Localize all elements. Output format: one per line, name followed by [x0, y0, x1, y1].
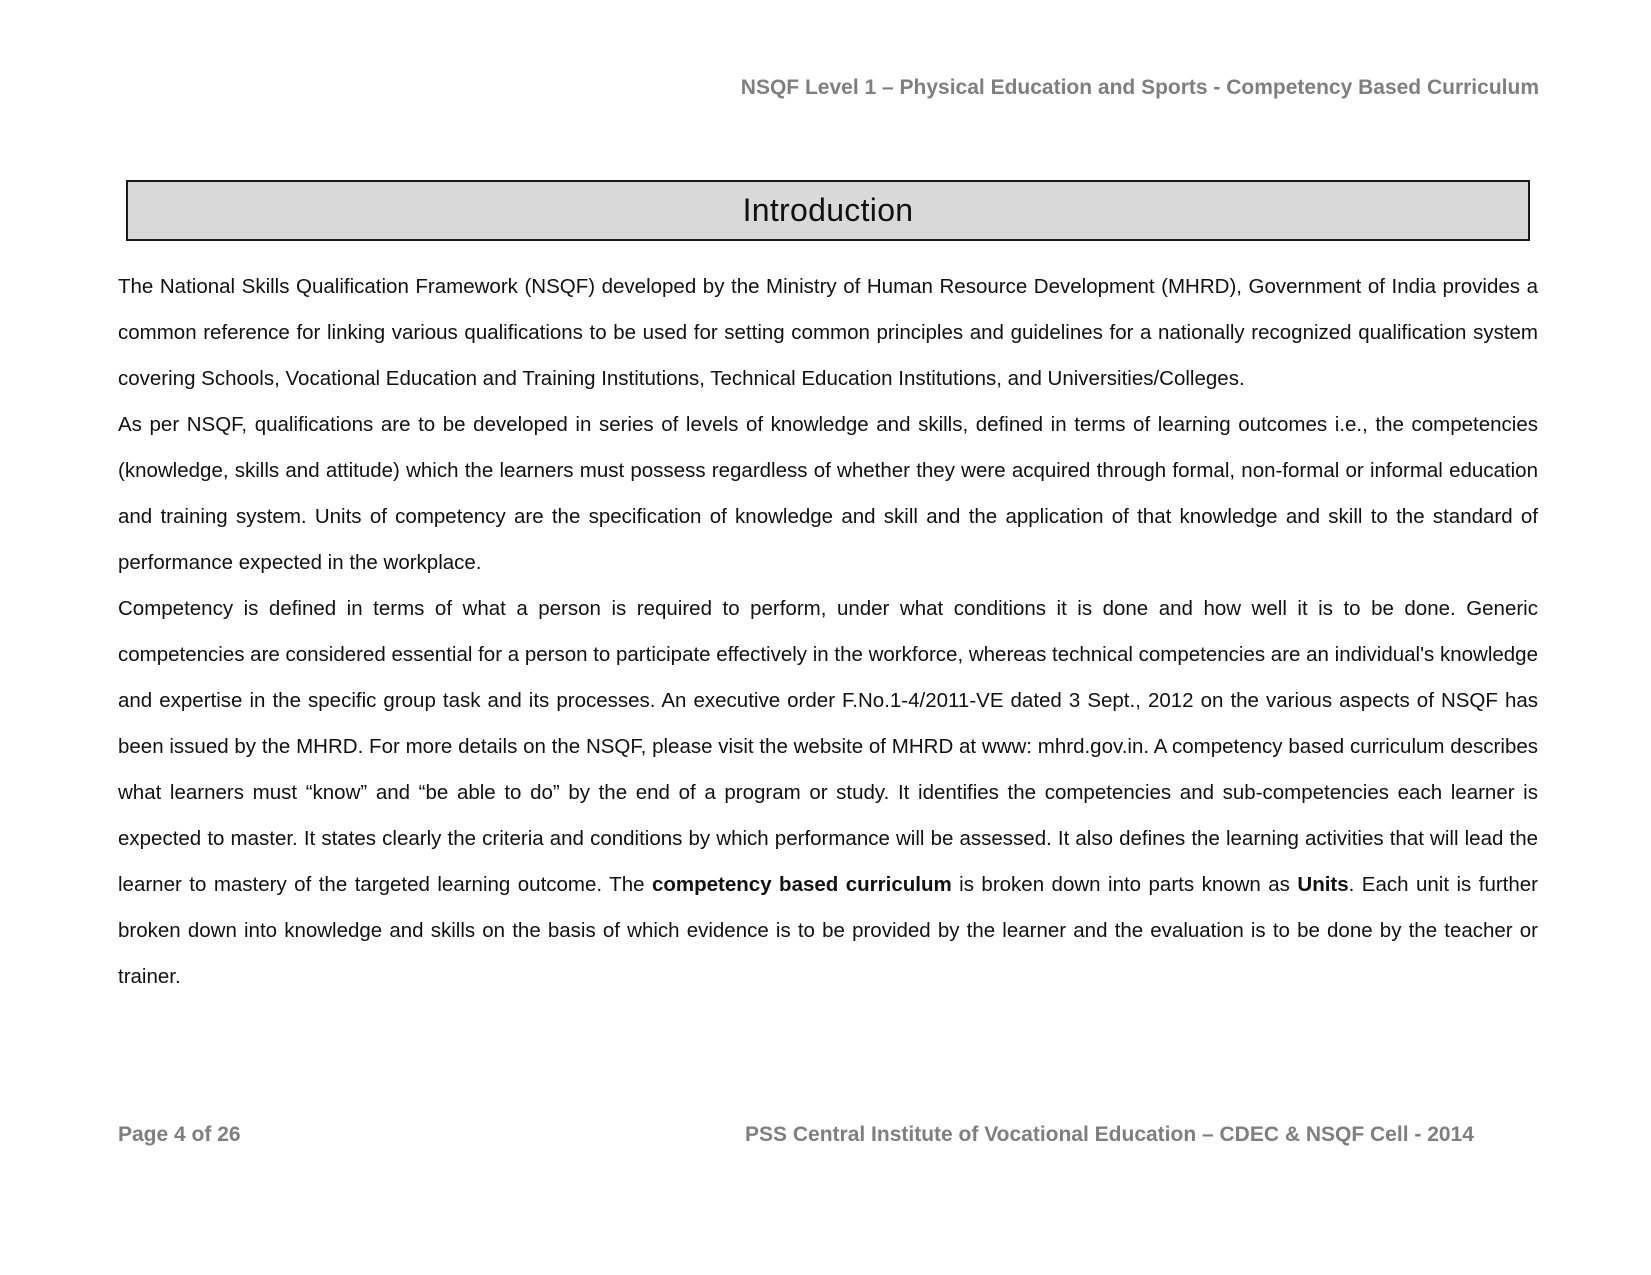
bold-term-competency-based-curriculum: competency based curriculum: [651, 873, 952, 896]
section-title-box: [126, 180, 1530, 241]
page-number: Page 4 of 26: [118, 1123, 241, 1146]
paragraph-3: [118, 586, 1538, 1000]
section-title: Introduction: [742, 192, 914, 228]
paragraph-3-text: Competency is defined in terms of what a person is required to perform, under what conditions it is done and how well it is to be done. Generic competencies are considered essential for a person to participate effectively in the workforce, whereas technical competencies are an individual's knowledge and expertise in the specific group task and its processes. An executive order F.No.1-4/2011-VE dated 3 Sept., 2012 on the various aspects of NSQF has been issued by the MHRD. For more details on the NSQF, please visit the website of MHRD at www: mhrd.gov.in. A competency based curriculum describes what learners must “know” and “be able to do” by the end of a program or study. It identifies the competencies and sub-competencies each learner is expected to master. It states clearly the criteria and conditions by which performance will be assessed. It also defines the learning activities that will lead the learner to mastery of the targeted learning outcome. The: [118, 597, 1538, 896]
bold-term-units: Units: [1297, 873, 1349, 896]
body-text: [118, 264, 1538, 1000]
footer-institution: PSS Central Institute of Vocational Education – CDEC & NSQF Cell - 2014: [745, 1123, 1474, 1146]
paragraph-2: As per NSQF, qualifications are to be developed in series of levels of knowledge and skills, defined in terms of learning outcomes i.e., the competencies (knowledge, skills and attitude) which the learners must possess regardless of whether they were acquired through formal, non-formal or informal education and training system. Units of competency are the specification of knowledge and skill and the application of that knowledge and skill to the standard of performance expected in the workplace.: [118, 413, 1538, 574]
running-header: NSQF Level 1 – Physical Education and Sports - Competency Based Curriculum: [740, 76, 1539, 99]
paragraph-3-text-mid: is broken down into parts known as: [951, 873, 1298, 896]
paragraph-3-text-end: . Each unit is further broken down into knowledge and skills on the basis of which evidence is to be provided by the learner and the evaluation is to be done by the teacher or trainer.: [118, 873, 1538, 988]
paragraph-1: The National Skills Qualification Framework (NSQF) developed by the Ministry of Human Resource Development (MHRD), Government of India provides a common reference for linking various qualifications to be used for setting common principles and guidelines for a nationally recognized qualification system covering Schools, Vocational Education and Training Institutions, Technical Education Institutions, and Universities/Colleges.: [118, 275, 1538, 390]
